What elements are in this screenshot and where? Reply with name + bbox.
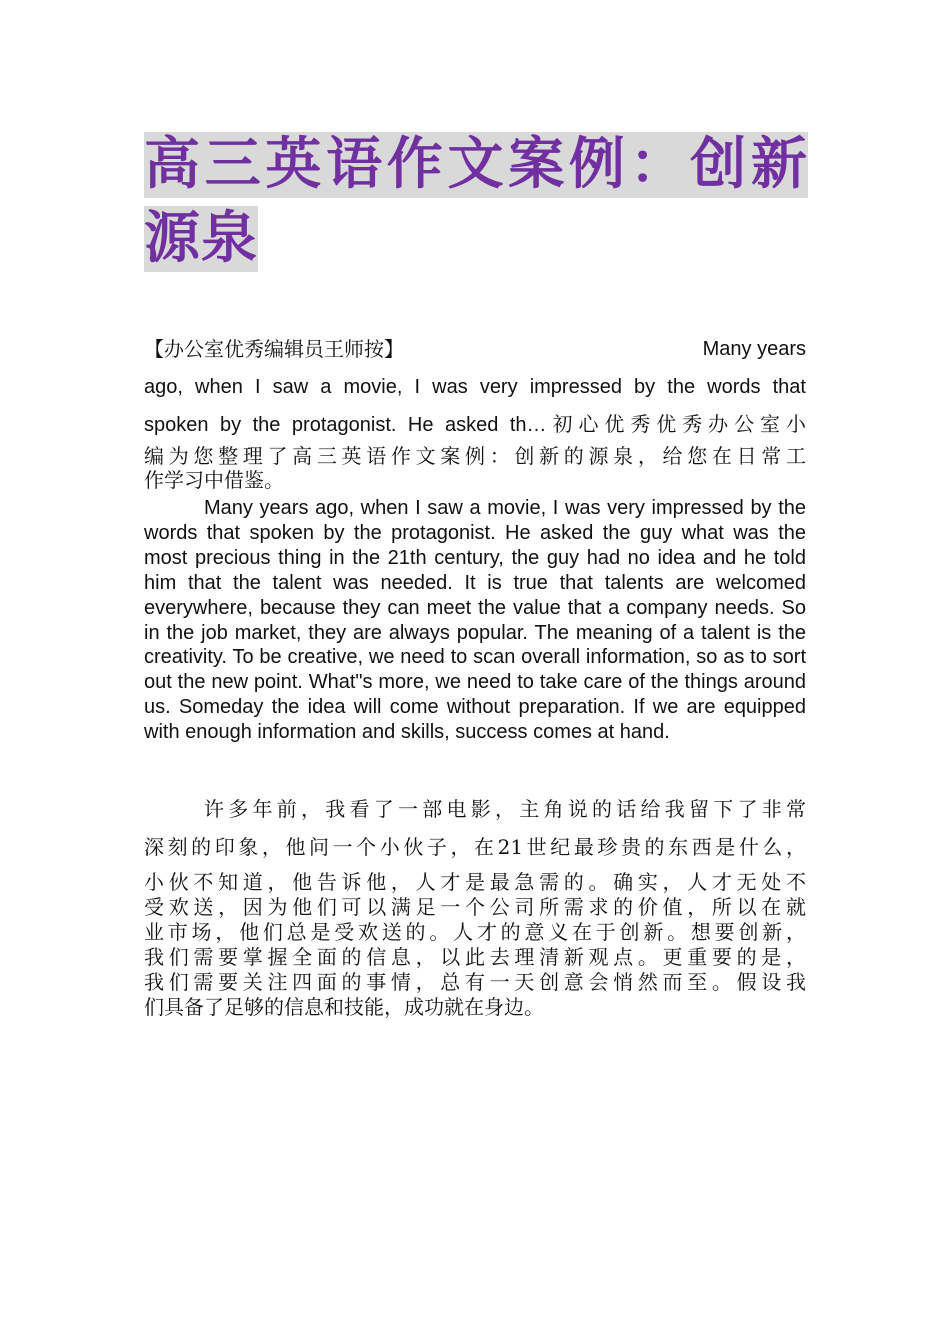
chinese-line: 许多年前，我看了一部电影，主角说的话给我留下了非常 [204,797,806,821]
chinese-line: 我们需要掌握全面的信息，以此去理清新观点。更重要的是， [144,945,806,969]
intro-line-2: ago, when I saw a movie, I was very impressed by the words that [144,376,806,398]
title-line-1: 高三英语作文案例：创新 [144,132,808,197]
chinese-line: 小伙不知道，他告诉他，人才是最急需的。确实，人才无处不 [144,870,806,894]
chinese-line: 业市场，他们总是受欢送的。人才的意义在于创新。想要创新， [144,920,806,944]
editor-note: 【办公室优秀编辑员王师按】 [144,337,404,361]
english-paragraph: Many years ago, when I saw a movie, I was very impressed by the words that spoken by the protagonist. He asked the guy what was the most precious thing in the 21th century, the guy had no idea and he told him that the talent was needed. It is true that talents are welcomed everywhere, because they can meet the value that a company needs. So in the job market, they are always popular. The meaning of a talent is the creativity. To be creative, we need to scan overall information, so as to sort out the new point. What"s more, we need to take care of the things around us. Someday the idea will come without preparation. If we are equipped with enough information and skills, success comes at hand. [144,497,806,744]
intro-line-1 [144,330,806,368]
title-line-2: 源泉 [144,206,258,271]
intro-line-1-right: Many years [702,338,806,360]
chinese-paragraph [144,794,806,1020]
intro-line-4: 编为您整理了高三英语作文案例：创新的源泉，给您在日常工 [144,444,806,468]
chinese-line: 受欢送，因为他们可以满足一个公司所需求的价值，所以在就 [144,895,806,919]
document-title [144,132,808,272]
chinese-line: 们具备了足够的信息和技能，成功就在身边。 [144,995,544,1019]
intro-paragraph [144,330,806,492]
chinese-line: 我们需要关注四面的事情，总有一天创意会悄然而至。假设我 [144,970,806,994]
intro-line-3: spoken by the protagonist. He asked th…初心优秀优秀办公室小 [144,414,806,436]
chinese-line: 深刻的印象，他问一个小伙子，在21世纪最珍贵的东西是什么， [144,835,806,859]
intro-line-5: 作学习中借鉴。 [144,468,284,492]
